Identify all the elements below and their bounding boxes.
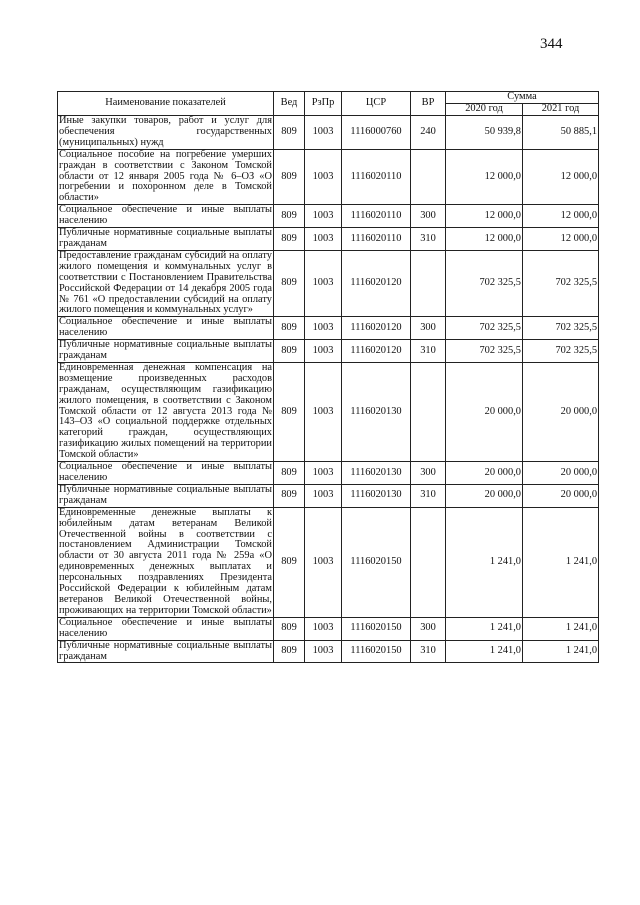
table-row — [58, 484, 599, 507]
cell-name: Публичные нормативные социальные выплаты гражданам — [59, 339, 272, 362]
cell-vr — [411, 250, 446, 316]
cell-csr: 1116020120 — [342, 340, 411, 363]
cell-vr: 310 — [411, 228, 446, 251]
cell-ved: 809 — [274, 116, 305, 150]
cell-ved: 809 — [274, 507, 305, 617]
header-name: Наименование показателей — [58, 92, 274, 116]
table-row — [58, 362, 599, 461]
table-header — [58, 92, 599, 116]
cell-ved: 809 — [274, 617, 305, 640]
cell-rzpr: 1003 — [305, 484, 342, 507]
cell-2021: 1 241,0 — [523, 640, 599, 663]
header-2021: 2021 год — [523, 104, 599, 116]
cell-name: Социальное обеспечение и иные выплаты населению — [59, 461, 272, 483]
cell-vr: 240 — [411, 116, 446, 150]
cell-rzpr: 1003 — [305, 507, 342, 617]
cell-vr — [411, 149, 446, 205]
cell-rzpr: 1003 — [305, 317, 342, 340]
cell-rzpr: 1003 — [305, 250, 342, 316]
cell-2021: 1 241,0 — [523, 617, 599, 640]
cell-2020: 702 325,5 — [446, 317, 523, 340]
table-row — [58, 640, 599, 663]
cell-ved: 809 — [274, 228, 305, 251]
cell-csr: 1116020110 — [342, 205, 411, 228]
cell-vr: 310 — [411, 484, 446, 507]
cell-csr: 1116020130 — [342, 462, 411, 485]
cell-name: Иные закупки товаров, работ и услуг для обеспечения государственных (муниципальных) нужд — [59, 115, 272, 148]
cell-name: Предоставление гражданам субсидий на оплату жилого помещения и коммунальных услуг в соответствии с Постановлением Правительства Российской Федерации от 14 декабря 2005 года № 761 «О предоставлении субсидий на оплату жилого помещения и коммунальных услуг» — [59, 249, 272, 316]
cell-csr: 1116000760 — [342, 116, 411, 150]
cell-csr: 1116020130 — [342, 362, 411, 461]
cell-2021: 12 000,0 — [523, 205, 599, 228]
table-row — [58, 149, 599, 205]
cell-ved: 809 — [274, 340, 305, 363]
cell-2021: 1 241,0 — [523, 507, 599, 617]
cell-name: Публичные нормативные социальные выплаты гражданам — [59, 483, 272, 506]
cell-csr: 1116020150 — [342, 617, 411, 640]
cell-csr: 1116020110 — [342, 149, 411, 205]
cell-2021: 702 325,5 — [523, 340, 599, 363]
cell-name: Единовременная денежная компенсация на возмещение произведенных расходов гражданам, осуществляющим газификацию жилого помещения, в соответствии с Законом Томской области от 12 августа 2013 года № 143–ОЗ «О социальной поддержке отдельных категорий граждан, осуществляющих газификацию жилых помещений на территории Томской области» — [59, 361, 272, 461]
cell-rzpr: 1003 — [305, 640, 342, 663]
cell-vr: 300 — [411, 617, 446, 640]
cell-2020: 50 939,8 — [446, 116, 523, 150]
table-row — [58, 116, 599, 150]
cell-rzpr: 1003 — [305, 462, 342, 485]
page-number: 344 — [540, 36, 563, 52]
cell-ved: 809 — [274, 250, 305, 316]
cell-vr: 310 — [411, 640, 446, 663]
cell-2020: 12 000,0 — [446, 228, 523, 251]
header-ved: Вед — [274, 92, 305, 116]
cell-rzpr: 1003 — [305, 362, 342, 461]
header-sum: Сумма — [446, 92, 599, 104]
cell-rzpr: 1003 — [305, 617, 342, 640]
cell-2020: 702 325,5 — [446, 340, 523, 363]
cell-name: Социальное пособие на погребение умерших граждан в соответствии с Законом Томской области от 12 января 2005 года № 6–ОЗ «О погребении и похоронном деле в Томской области» — [59, 148, 272, 204]
cell-2020: 1 241,0 — [446, 617, 523, 640]
cell-name: Публичные нормативные социальные выплаты гражданам — [59, 227, 272, 249]
cell-2020: 20 000,0 — [446, 484, 523, 507]
cell-2021: 702 325,5 — [523, 250, 599, 316]
cell-2021: 12 000,0 — [523, 149, 599, 205]
cell-csr: 1116020120 — [342, 317, 411, 340]
cell-csr: 1116020150 — [342, 640, 411, 663]
cell-rzpr: 1003 — [305, 116, 342, 150]
cell-ved: 809 — [274, 462, 305, 485]
table-row — [58, 462, 599, 485]
header-2020: 2020 год — [446, 104, 523, 116]
cell-ved: 809 — [274, 640, 305, 663]
cell-vr: 300 — [411, 462, 446, 485]
table-row — [58, 205, 599, 228]
cell-2020: 1 241,0 — [446, 640, 523, 663]
cell-vr: 300 — [411, 317, 446, 340]
cell-2020: 702 325,5 — [446, 250, 523, 316]
header-csr: ЦСР — [342, 92, 411, 116]
cell-2020: 20 000,0 — [446, 362, 523, 461]
cell-name: Единовременные денежные выплаты к юбилейным датам ветеранам Великой Отечественной войны в соответствии с постановлением Администрации Томской области от 30 августа 2011 года № 259а «О единовременных денежных выплатах и персональных поздравлениях Президента Российской Федерации к юбилейным датам ветеранов Великой Отечественной войны, проживающих на территории Томской области» — [59, 506, 272, 616]
cell-ved: 809 — [274, 149, 305, 205]
cell-rzpr: 1003 — [305, 205, 342, 228]
cell-rzpr: 1003 — [305, 149, 342, 205]
cell-rzpr: 1003 — [305, 340, 342, 363]
cell-rzpr: 1003 — [305, 228, 342, 251]
header-rzpr: РзПр — [305, 92, 342, 116]
cell-csr: 1116020150 — [342, 507, 411, 617]
table-row — [58, 228, 599, 251]
cell-2020: 1 241,0 — [446, 507, 523, 617]
cell-2020: 12 000,0 — [446, 149, 523, 205]
cell-csr: 1116020120 — [342, 250, 411, 316]
cell-2021: 50 885,1 — [523, 116, 599, 150]
table-body — [58, 116, 599, 663]
cell-vr — [411, 362, 446, 461]
header-vr: ВР — [411, 92, 446, 116]
budget-table — [57, 91, 599, 663]
cell-vr: 300 — [411, 205, 446, 228]
cell-name: Социальное обеспечение и иные выплаты населению — [59, 616, 272, 639]
cell-ved: 809 — [274, 484, 305, 507]
cell-name: Социальное обеспечение и иные выплаты населению — [59, 316, 272, 339]
cell-ved: 809 — [274, 362, 305, 461]
cell-vr — [411, 507, 446, 617]
cell-2021: 20 000,0 — [523, 484, 599, 507]
cell-name: Социальное обеспечение и иные выплаты населению — [59, 204, 272, 227]
cell-ved: 809 — [274, 317, 305, 340]
cell-vr: 310 — [411, 340, 446, 363]
table-row — [58, 617, 599, 640]
table-row — [58, 507, 599, 617]
table-row — [58, 250, 599, 316]
cell-2020: 12 000,0 — [446, 205, 523, 228]
cell-csr: 1116020110 — [342, 228, 411, 251]
cell-name: Публичные нормативные социальные выплаты гражданам — [59, 639, 272, 662]
cell-ved: 809 — [274, 205, 305, 228]
cell-csr: 1116020130 — [342, 484, 411, 507]
cell-2020: 20 000,0 — [446, 462, 523, 485]
table-row — [58, 340, 599, 363]
cell-2021: 12 000,0 — [523, 228, 599, 251]
cell-2021: 702 325,5 — [523, 317, 599, 340]
table-row — [58, 317, 599, 340]
cell-2021: 20 000,0 — [523, 462, 599, 485]
cell-2021: 20 000,0 — [523, 362, 599, 461]
